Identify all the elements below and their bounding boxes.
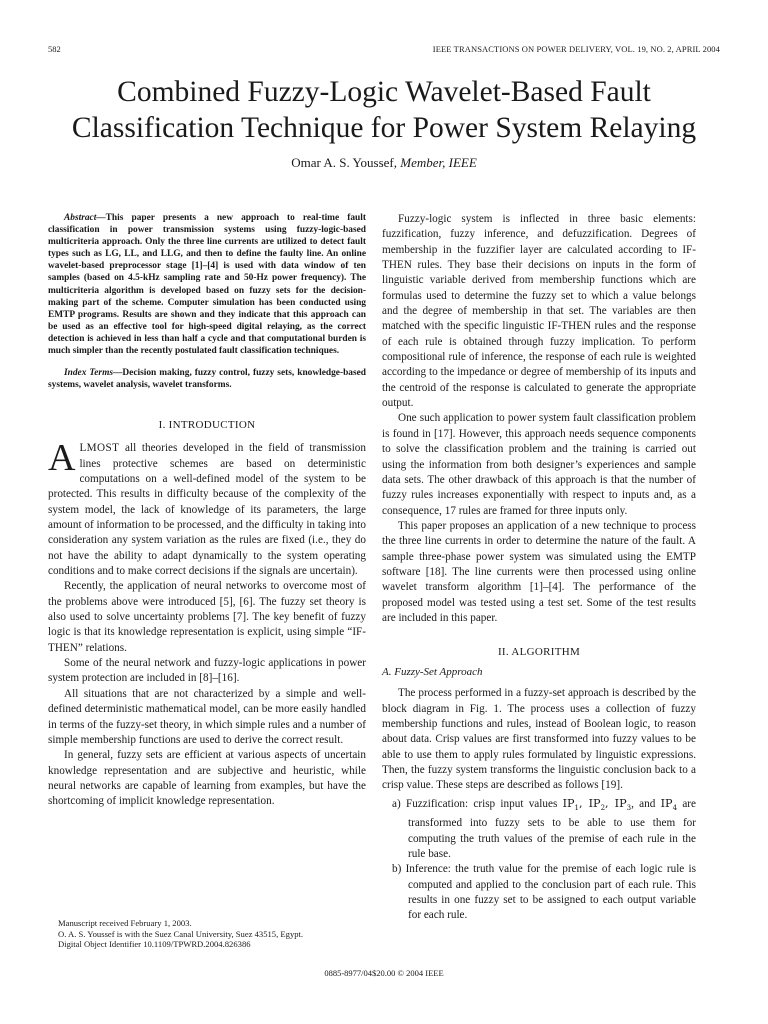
subsection-heading-fuzzy-set: A. Fuzzy-Set Approach <box>382 666 483 679</box>
left-column <box>48 212 366 810</box>
title-line-1: Combined Fuzzy-Logic Wavelet-Based Fault <box>117 76 651 108</box>
right-paragraph-2: One such application to power system fault classification problem is found in [17]. However, this approach needs sequence components to solve the classification problem and the training is carried out using the information from both designer’s experiences and sample data sets. The other drawback of this approach is that the number of fuzzy rules increases exponentially with respect to inputs and, as a consequence, 17 rules are framed for three inputs only. <box>382 412 696 517</box>
author-affiliation: Member, IEEE <box>400 155 477 170</box>
intro-paragraph-1 <box>48 437 366 579</box>
intro-paragraph-4: All situations that are not characterized by a simple and well-defined deterministic mathematical model, can be more easily handled in terms of the fuzzy-set theory, in which simple rules and a number of simple membership functions are used to derive the correct result. <box>48 687 366 746</box>
right-column <box>382 212 696 924</box>
right-paragraph-3: This paper proposes an application of a new technique to process the three line currents in order to determine the nature of the fault. A sample three-phase power system was simulated using the EMTP software [18]. The line currents were then processed using online wavelet transform algorithm [1]–[4]. The performance of the proposed model was tested using a test set. Some of the test results are included in this paper. <box>382 519 696 624</box>
intro-paragraph-3: Some of the neural network and fuzzy-logic applications in power system protection are included in [8]–[16]. <box>48 657 366 685</box>
right-paragraph-4: The process performed in a fuzzy-set approach is described by the block diagram in Fig. 1. The process uses a collection of fuzzy membership functions and rules, instead of Boolean logic, to reason about data. Crisp values are first transformed into fuzzy values to be able to use them to apply rules formulated by linguistic expressions. Then, the fuzzy system transforms the linguistic conclusion back to a crisp value. These steps are described as follows [19]. <box>382 687 696 792</box>
intro-paragraph-2: Recently, the application of neural networks to overcome most of the problems above were introduced [5], [6]. The fuzzy set theory is also used to solve uncertainty problems [7]. The key benefit of fuzzy logic is that its knowledge representation is explicit, using simple “IF-THEN” relations. <box>48 580 366 654</box>
step-fuzzification: a) Fuzzification: crisp input values $IP_1$, $IP_2$, $IP_3$, and $IP_4$ are transformed into fuzzy sets to be able to use them for computing the truth values of the premise of each rule in the rule base. <box>392 796 696 860</box>
right-paragraph-1: Fuzzy-logic system is inflected in three basic elements: fuzzification, fuzzy inference, and defuzzification. Degrees of membership in the fuzzifier layer are calculated according to IF-THEN rules. They base their decisions on inputs in the form of linguistic variable derived from membership functions which are formulas used to determine the fuzzy set to which a value belongs and the degree of membership in that set. The variables are then matched with the specific linguistic IF-THEN rules and the response of each rule is obtained through fuzzy implication. To perform compositional rule of inference, the response of each rule is weighted according to the impedance or degree of membership of its inputs and the centroid of the response is calculated to generate the appropriate output. <box>382 213 696 410</box>
footnote-affiliation: O. A. S. Youssef is with the Suez Canal University, Suez 43515, Egypt. <box>58 928 304 939</box>
index-terms-lead: Index Terms <box>64 368 114 379</box>
copyright-notice: 0885-8977/04$20.00 © 2004 IEEE <box>324 968 444 978</box>
abstract <box>48 212 366 357</box>
paper-title <box>40 74 728 146</box>
section-heading-algorithm: II. ALGORITHM <box>497 646 581 659</box>
lead-caps: LMOST <box>79 442 120 455</box>
author-name: Omar A. S. Youssef, <box>291 155 398 170</box>
journal-name: IEEE TRANSACTIONS ON POWER DELIVERY, VOL. 19, NO. 2, APRIL 2004 <box>432 44 720 54</box>
drop-cap: A <box>48 437 76 480</box>
title-line-2: Classification Technique for Power System Relaying <box>71 112 697 144</box>
index-terms <box>48 367 366 391</box>
index-terms-text: —Decision making, fuzzy control, fuzzy sets, knowledge-based systems, wavelet analysis, wavelet transforms. <box>48 368 366 391</box>
footnote-doi: Digital Object Identifier 10.1109/TPWRD.2004.826386 <box>58 939 251 950</box>
author-line <box>0 155 768 171</box>
steps-list <box>382 796 696 924</box>
page-number: 582 <box>48 44 61 54</box>
intro-p1-text: all theories developed in the field of transmission lines protective schemes are based on deterministic computations on a well-defined model of the system to be protected. This results in difficulty because of the complexity of the system model, the lack of knowledge of its parameters, the large amount of information to be processed, and the difficulty in taking into consideration any system variation as the rules are fixed (i.e., they do not have the ability to adapt dynamically to the system operating conditions and to make correct decisions if the signals are uncertain). <box>48 442 366 578</box>
footnote <box>48 918 366 950</box>
section-heading-introduction: I. INTRODUCTION <box>158 419 256 432</box>
abstract-lead: Abstract <box>64 213 97 223</box>
intro-paragraph-5: In general, fuzzy sets are efficient at various aspects of uncertain knowledge representation and are subjective and heuristic, while neural networks are capable of learning from examples, but have the shortcoming of implicit knowledge representation. <box>48 749 366 808</box>
abstract-text: —This paper presents a new approach to real-time fault classification in power transmission systems using fuzzy-logic-based multicriteria approach. Only the three line currents are utilized to detect fault types such as LG, LL, and LLG, and then to define the faulty line. An online wavelet-based preprocessor stage [1]–[4] is used with data window of ten samples (based on 4.5-kHz sampling rate and 50-Hz power frequency). The multicriteria algorithm is developed based on fuzzy sets for the decision-making part of the scheme. Computer simulation has been conducted using EMTP programs. Results are shown and they indicate that this approach can be used as an effective tool for high-speed digital relaying, as the correct detection is achieved in less than half a cycle and that computational burden is much simpler than the recently postulated fault classification techniques. <box>48 213 366 357</box>
step-inference: b) Inference: the truth value for the premise of each logic rule is computed and applied to the conclusion part of each rule. This results in one fuzzy set to be assigned to each output variable for each rule. <box>392 863 696 922</box>
footnote-received: Manuscript received February 1, 2003. <box>58 918 192 928</box>
running-header <box>48 44 720 56</box>
